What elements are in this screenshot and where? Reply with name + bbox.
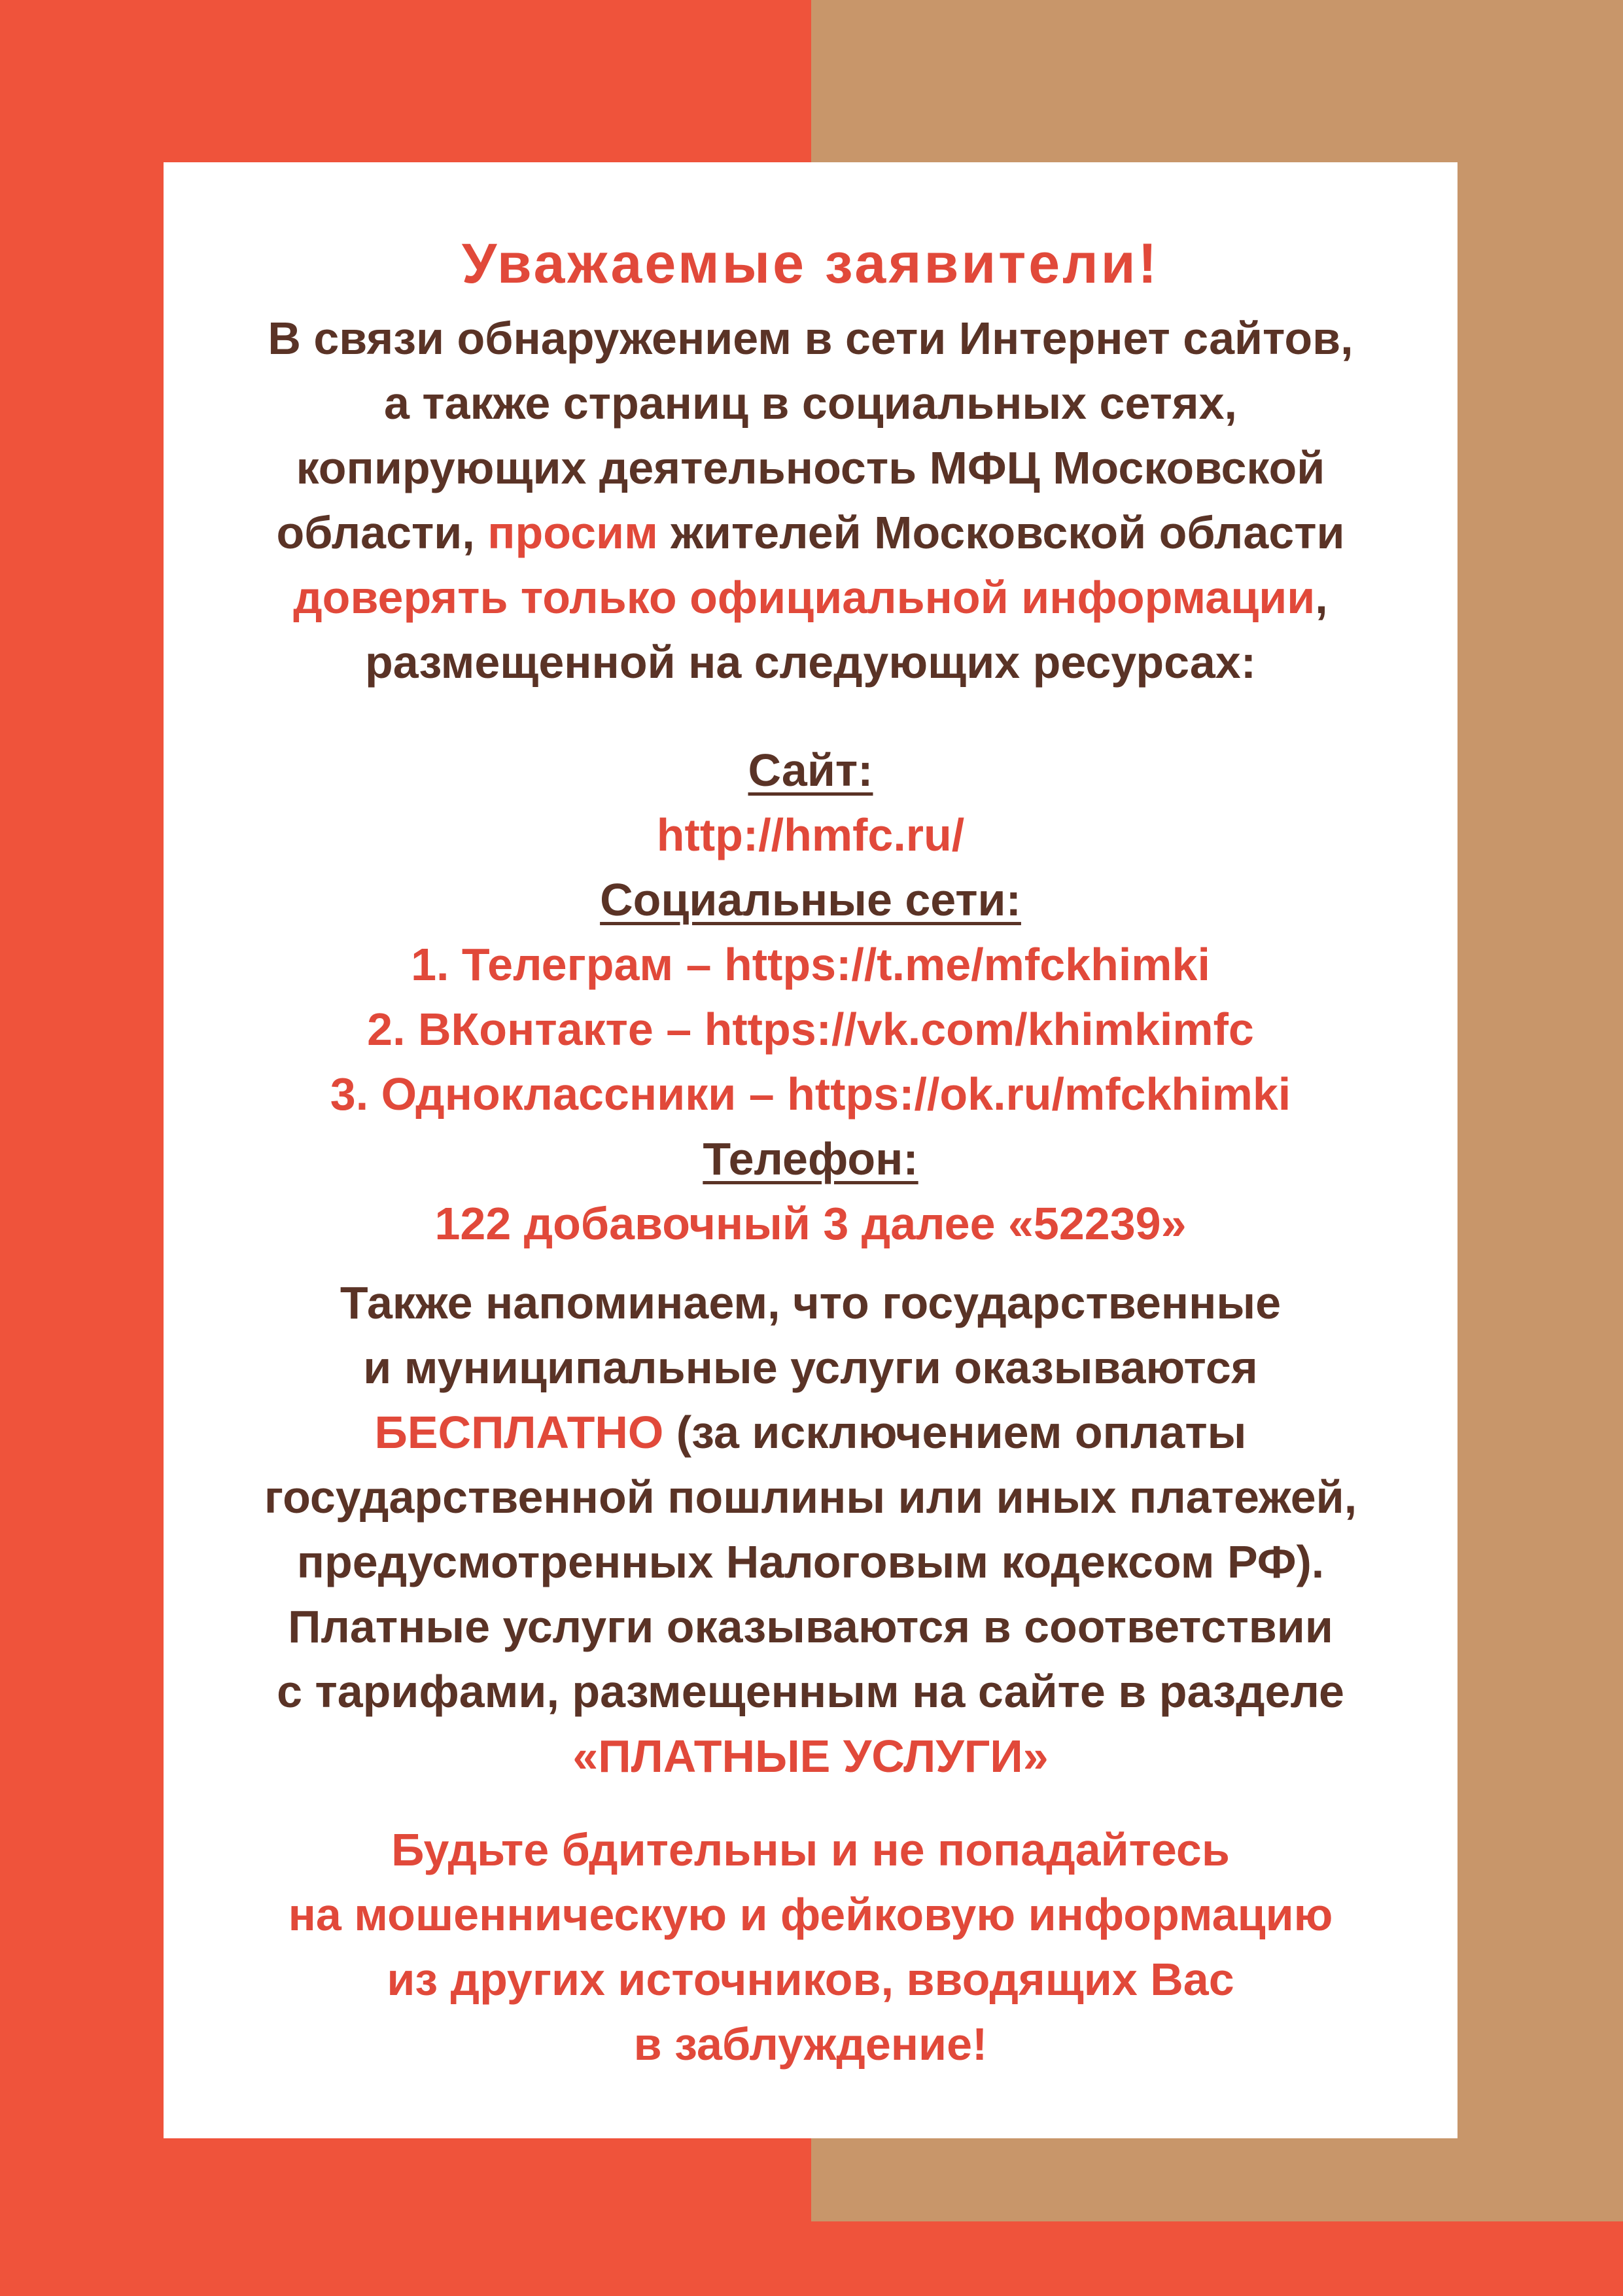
intro-line-4	[164, 501, 1457, 565]
background-bottom-strip	[0, 2221, 1623, 2296]
intro-line-5	[164, 565, 1457, 630]
reminder-line-2: и муниципальные услуги оказываются	[363, 1342, 1258, 1393]
social-item-vkontakte[interactable]: 2. ВКонтакте – https://vk.com/khimkimfc	[367, 1004, 1254, 1055]
reminder-paragraph	[164, 1271, 1457, 1789]
reminder-line-4: государственной пошлины или иных платежей,	[264, 1472, 1357, 1523]
intro-line-3: копирующих деятельность МФЦ Московской	[296, 442, 1325, 493]
phone-heading: Телефон:	[703, 1133, 918, 1184]
intro-line-2: а также страниц в социальных сетях,	[384, 378, 1237, 429]
warning-line-1: Будьте бдительны и не попадайтесь	[391, 1824, 1230, 1875]
social-item-telegram[interactable]: 1. Телеграм – https://t.me/mfckhimki	[411, 939, 1210, 990]
site-url-link[interactable]: http://hmfc.ru/	[656, 809, 965, 860]
reminder-line-6: Платные услуги оказываются в соответствии	[288, 1601, 1333, 1652]
notice-title: Уважаемые заявители!	[461, 232, 1160, 295]
reminder-line-5: предусмотренных Налоговым кодексом РФ).	[296, 1536, 1325, 1587]
intro-line-4-accent: просим	[487, 507, 658, 558]
intro-line-1: В связи обнаружением в сети Интернет сайтов,	[268, 313, 1353, 364]
intro-line-4-post: жителей Московской области	[657, 507, 1345, 558]
reminder-line-7: с тарифами, размещенным на сайте в разделе	[277, 1666, 1344, 1717]
intro-line-5-accent: доверять только официальной информации	[293, 572, 1316, 623]
paid-services-section: «ПЛАТНЫЕ УСЛУГИ»	[572, 1731, 1049, 1782]
social-item-odnoklassniki[interactable]: 3. Одноклассники – https://ok.ru/mfckhimki	[330, 1069, 1291, 1120]
warning-line-2: на мошенническую и фейковую информацию	[288, 1889, 1333, 1940]
warning-line-4: в заблуждение!	[633, 2019, 988, 2070]
intro-line-6: размещенной на следующих ресурсах:	[364, 637, 1257, 688]
site-heading: Сайт:	[748, 745, 873, 796]
reminder-free-accent: БЕСПЛАТНО	[374, 1407, 664, 1458]
intro-paragraph	[164, 306, 1457, 695]
intro-line-5-post: ,	[1315, 572, 1328, 623]
notice-card	[164, 162, 1457, 2138]
social-heading: Социальные сети:	[600, 874, 1021, 925]
resources-block	[164, 738, 1457, 1256]
reminder-line-3-post: (за исключением оплаты	[663, 1407, 1247, 1458]
reminder-line-1: Также напоминаем, что государственные	[340, 1277, 1282, 1328]
phone-value: 122 добавочный 3 далее «52239»	[434, 1198, 1187, 1249]
reminder-line-3	[164, 1400, 1457, 1465]
warning-line-3: из других источников, вводящих Вас	[387, 1954, 1234, 2005]
warning-paragraph	[164, 1818, 1457, 2077]
intro-line-4-pre: области,	[276, 507, 488, 558]
